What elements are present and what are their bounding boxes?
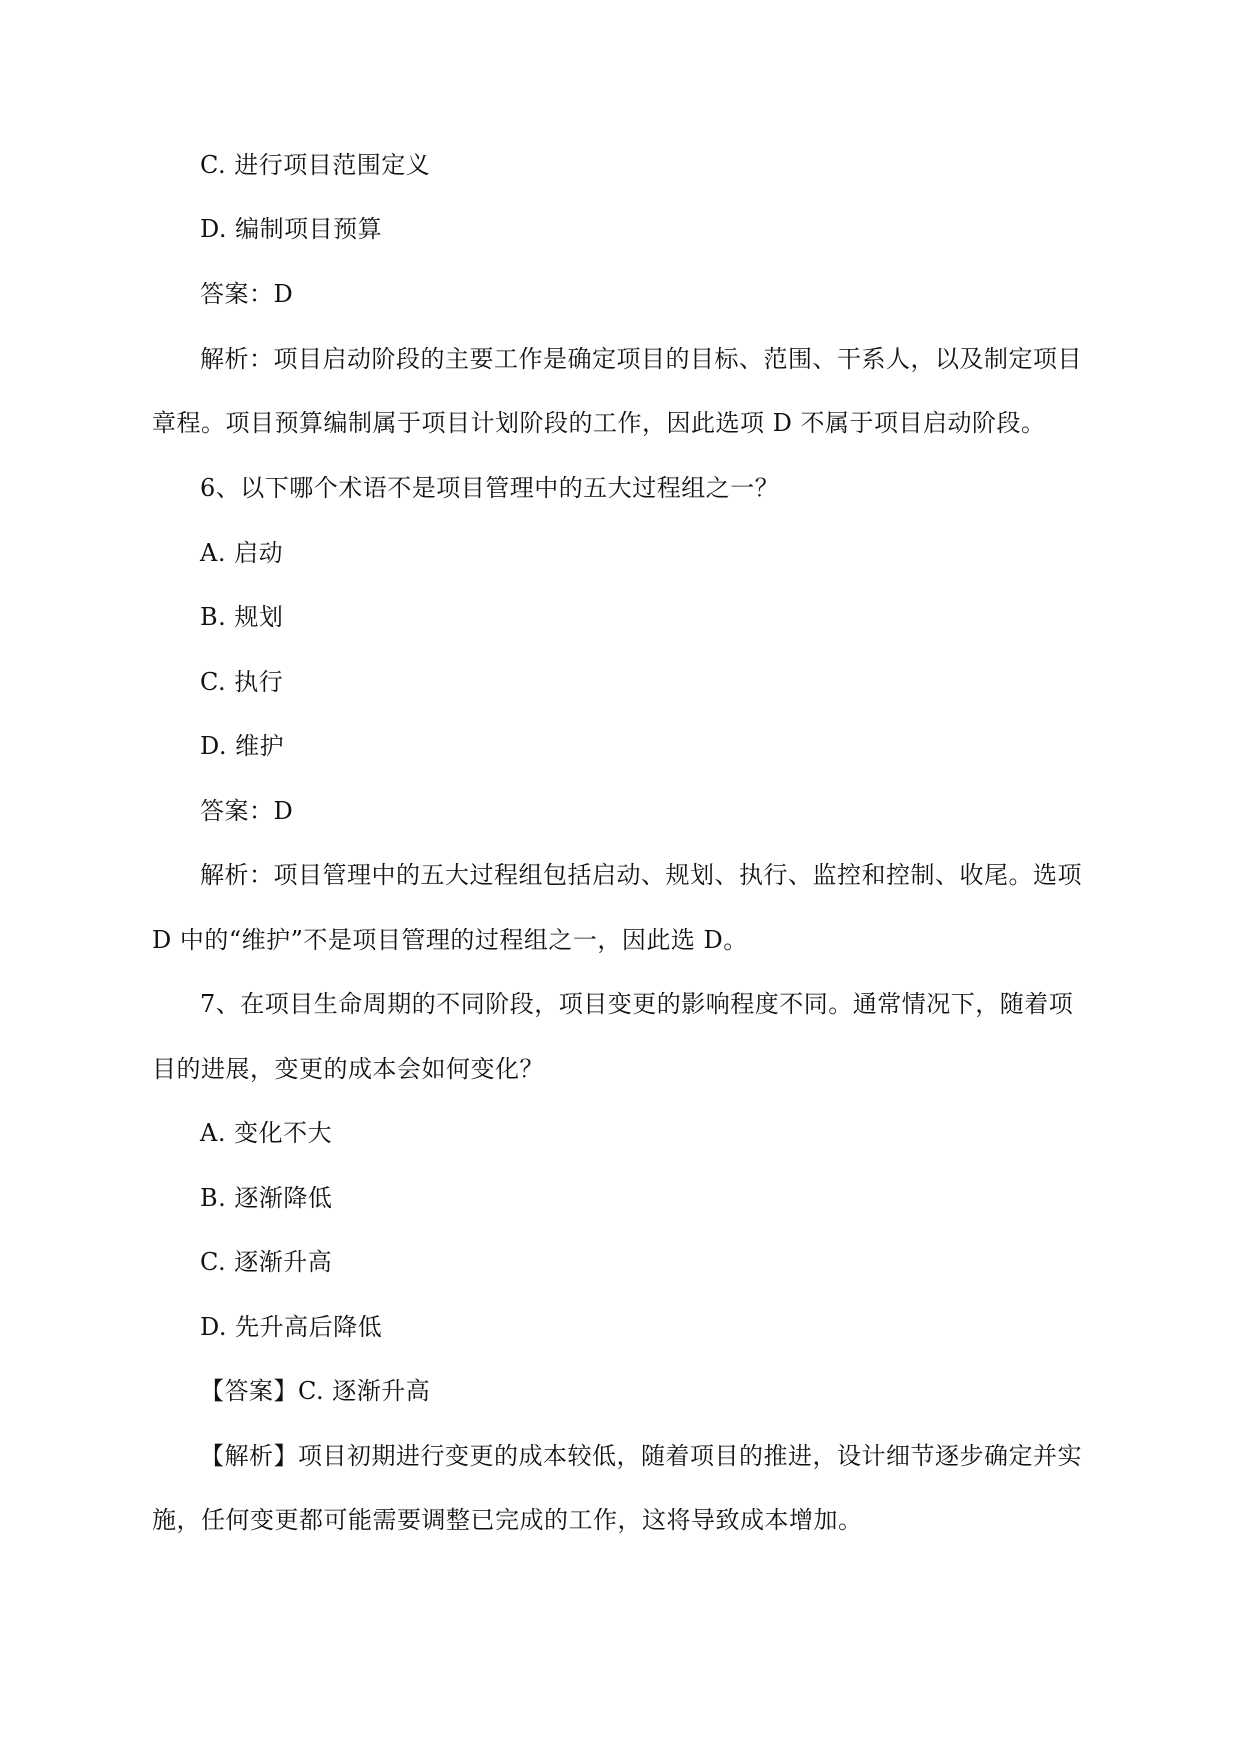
q6-analysis-line2: D 中的“维护”不是项目管理的过程组之一，因此选 D。 xyxy=(152,926,748,954)
q5-option-d: D. 编制项目预算 xyxy=(200,215,383,243)
q7-answer: 【答案】C. 逐渐升高 xyxy=(200,1377,431,1405)
q7-option-c: C. 逐渐升高 xyxy=(200,1248,333,1276)
q6-option-c: C. 执行 xyxy=(200,668,284,696)
q5-answer: 答案：D xyxy=(200,280,294,308)
q6-option-d: D. 维护 xyxy=(200,732,285,760)
q5-option-c: C. 进行项目范围定义 xyxy=(200,151,431,179)
q7-option-d: D. 先升高后降低 xyxy=(200,1313,383,1341)
q6-question: 6、以下哪个术语不是项目管理中的五大过程组之一？ xyxy=(200,474,780,502)
q6-option-a: A. 启动 xyxy=(200,539,284,567)
q5-analysis-line1: 解析：项目启动阶段的主要工作是确定项目的目标、范围、干系人，以及制定项目 xyxy=(200,345,1082,373)
q7-option-a: A. 变化不大 xyxy=(200,1119,333,1147)
q6-answer: 答案：D xyxy=(200,797,294,825)
q7-analysis-line1: 【解析】项目初期进行变更的成本较低，随着项目的推进，设计细节逐步确定并实 xyxy=(200,1442,1082,1470)
q6-analysis-line1: 解析：项目管理中的五大过程组包括启动、规划、执行、监控和控制、收尾。选项 xyxy=(200,861,1082,889)
q7-option-b: B. 逐渐降低 xyxy=(200,1184,333,1212)
q7-analysis-line2: 施，任何变更都可能需要调整已完成的工作，这将导致成本增加。 xyxy=(152,1506,863,1534)
q6-option-b: B. 规划 xyxy=(200,603,284,631)
q7-question-line1: 7、在项目生命周期的不同阶段，项目变更的影响程度不同。通常情况下，随着项 xyxy=(200,990,1074,1018)
q7-question-line2: 目的进展，变更的成本会如何变化？ xyxy=(152,1055,544,1083)
q5-analysis-line2: 章程。项目预算编制属于项目计划阶段的工作，因此选项 D 不属于项目启动阶段。 xyxy=(152,409,1046,437)
